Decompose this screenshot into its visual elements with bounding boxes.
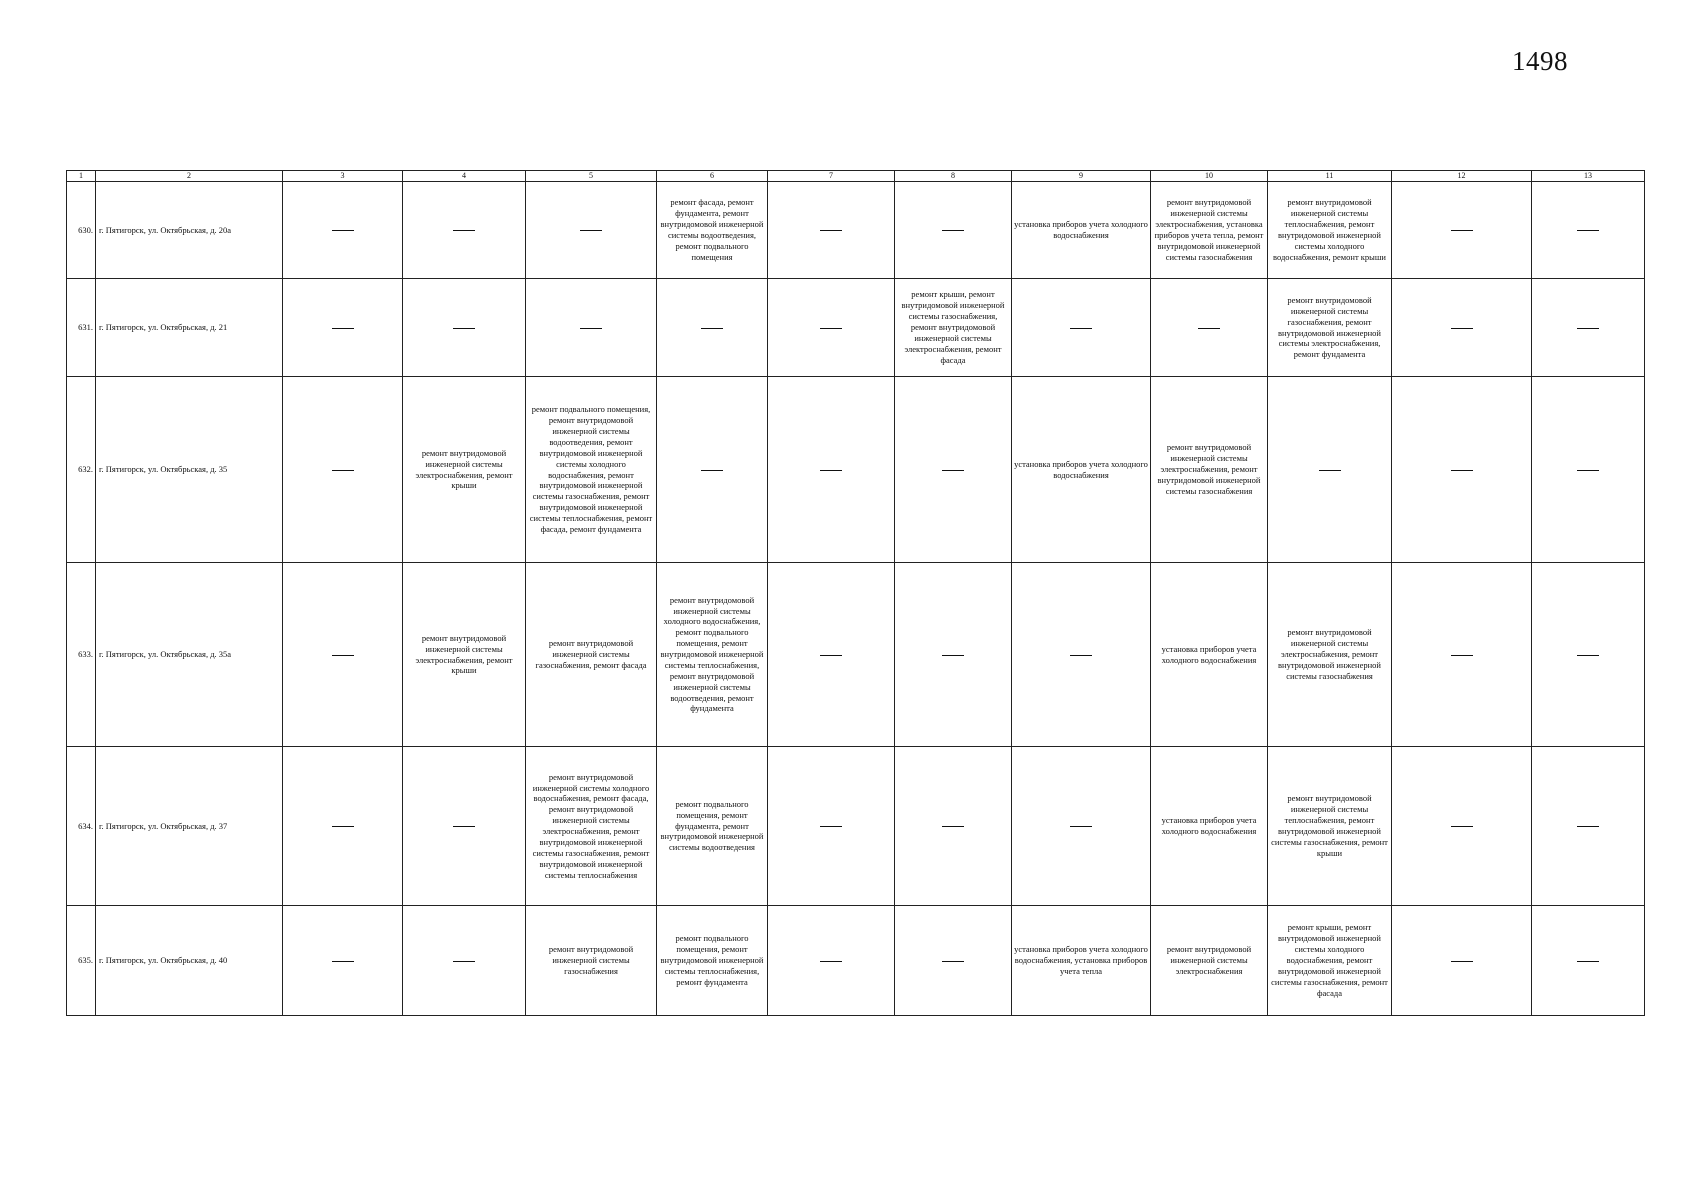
- empty-dash: [820, 961, 842, 962]
- column-header: 11: [1268, 171, 1392, 182]
- empty-dash: [332, 655, 354, 656]
- cell: [403, 182, 526, 279]
- cell: [895, 182, 1012, 279]
- cell: установка приборов учета холодного водоснабжения: [1012, 377, 1151, 563]
- cell: [1392, 182, 1532, 279]
- cell: [283, 747, 403, 906]
- empty-dash: [1451, 826, 1473, 827]
- cell: ремонт крыши, ремонт внутридомовой инженерной системы холодного водоснабжения, ремонт внутридомовой инженерной системы газоснабжения, ремонт фасада: [1268, 906, 1392, 1016]
- cell: ремонт крыши, ремонт внутридомовой инженерной системы газоснабжения, ремонт внутридомовой инженерной системы электроснабжения, ремонт фасада: [895, 279, 1012, 377]
- empty-dash: [332, 961, 354, 962]
- empty-dash: [942, 655, 964, 656]
- cell: ремонт внутридомовой инженерной системы теплоснабжения, ремонт внутридомовой инженерной системы газоснабжения, ремонт крыши: [1268, 747, 1392, 906]
- cell: ремонт внутридомовой инженерной системы газоснабжения: [526, 906, 657, 1016]
- empty-dash: [820, 328, 842, 329]
- cell: установка приборов учета холодного водоснабжения: [1151, 747, 1268, 906]
- page-number: 1498: [1512, 46, 1568, 76]
- cell: [1012, 279, 1151, 377]
- cell: [403, 747, 526, 906]
- column-header: 12: [1392, 171, 1532, 182]
- cell: [403, 906, 526, 1016]
- empty-dash: [453, 961, 475, 962]
- empty-dash: [1198, 328, 1220, 329]
- column-header: 5: [526, 171, 657, 182]
- cell: [1012, 563, 1151, 747]
- column-header: 8: [895, 171, 1012, 182]
- column-header: 7: [768, 171, 895, 182]
- column-header: 13: [1532, 171, 1645, 182]
- column-header: 1: [67, 171, 96, 182]
- cell: [526, 279, 657, 377]
- column-header: 4: [403, 171, 526, 182]
- empty-dash: [453, 826, 475, 827]
- empty-dash: [580, 328, 602, 329]
- empty-dash: [1319, 470, 1341, 471]
- cell: [1532, 747, 1645, 906]
- cell: [768, 747, 895, 906]
- empty-dash: [1070, 328, 1092, 329]
- empty-dash: [820, 230, 842, 231]
- row-number: 635.: [67, 906, 96, 1016]
- cell: [895, 377, 1012, 563]
- empty-dash: [1451, 961, 1473, 962]
- empty-dash: [820, 826, 842, 827]
- cell: [283, 279, 403, 377]
- empty-dash: [332, 826, 354, 827]
- empty-dash: [942, 826, 964, 827]
- address-cell: г. Пятигорск, ул. Октябрьская, д. 40: [96, 906, 283, 1016]
- cell: ремонт подвального помещения, ремонт внутридомовой инженерной системы водоотведения, ремонт внутридомовой инженерной системы холодного водоснабжения, ремонт внутридомовой инженерной системы газоснабжения, ремонт внутридомовой инженерной системы теплоснабжения, ремонт фасада, ремонт фундамента: [526, 377, 657, 563]
- address-cell: г. Пятигорск, ул. Октябрьская, д. 35: [96, 377, 283, 563]
- empty-dash: [1577, 961, 1599, 962]
- repair-schedule-table: [66, 170, 1645, 1016]
- cell: [895, 906, 1012, 1016]
- cell: [1392, 747, 1532, 906]
- empty-dash: [453, 328, 475, 329]
- column-header: 3: [283, 171, 403, 182]
- cell: [895, 563, 1012, 747]
- table-row: [67, 563, 1645, 747]
- column-header: 9: [1012, 171, 1151, 182]
- cell: [403, 279, 526, 377]
- row-number: 631.: [67, 279, 96, 377]
- cell: [1392, 279, 1532, 377]
- cell: ремонт внутридомовой инженерной системы электроснабжения, ремонт внутридомовой инженерной системы газоснабжения: [1151, 377, 1268, 563]
- cell: ремонт фасада, ремонт фундамента, ремонт внутридомовой инженерной системы водоотведения, ремонт подвального помещения: [657, 182, 768, 279]
- empty-dash: [942, 961, 964, 962]
- cell: установка приборов учета холодного водоснабжения: [1151, 563, 1268, 747]
- empty-dash: [453, 230, 475, 231]
- cell: [1532, 563, 1645, 747]
- column-header: 6: [657, 171, 768, 182]
- table-row: [67, 182, 1645, 279]
- row-number: 633.: [67, 563, 96, 747]
- column-number-row: [67, 171, 1645, 182]
- table-row: [67, 906, 1645, 1016]
- cell: [768, 906, 895, 1016]
- column-header: 10: [1151, 171, 1268, 182]
- row-number: 632.: [67, 377, 96, 563]
- cell: [1151, 279, 1268, 377]
- cell: [768, 563, 895, 747]
- empty-dash: [942, 470, 964, 471]
- empty-dash: [820, 655, 842, 656]
- cell: [283, 563, 403, 747]
- empty-dash: [1577, 826, 1599, 827]
- cell: ремонт внутридомовой инженерной системы электроснабжения: [1151, 906, 1268, 1016]
- cell: [768, 182, 895, 279]
- empty-dash: [1070, 826, 1092, 827]
- empty-dash: [1577, 470, 1599, 471]
- address-cell: г. Пятигорск, ул. Октябрьская, д. 35а: [96, 563, 283, 747]
- empty-dash: [1451, 230, 1473, 231]
- table-row: [67, 747, 1645, 906]
- cell: ремонт подвального помещения, ремонт фундамента, ремонт внутридомовой инженерной системы водоотведения: [657, 747, 768, 906]
- cell: [1532, 182, 1645, 279]
- cell: ремонт внутридомовой инженерной системы теплоснабжения, ремонт внутридомовой инженерной системы холодного водоснабжения, ремонт крыши: [1268, 182, 1392, 279]
- cell: [895, 747, 1012, 906]
- empty-dash: [1577, 655, 1599, 656]
- address-cell: г. Пятигорск, ул. Октябрьская, д. 20а: [96, 182, 283, 279]
- cell: ремонт внутридомовой инженерной системы холодного водоснабжения, ремонт подвального помещения, ремонт внутридомовой инженерной системы теплоснабжения, ремонт внутридомовой инженерной системы водоотведения, ремонт фундамента: [657, 563, 768, 747]
- cell: ремонт внутридомовой инженерной системы электроснабжения, ремонт крыши: [403, 377, 526, 563]
- empty-dash: [1577, 328, 1599, 329]
- empty-dash: [701, 328, 723, 329]
- address-cell: г. Пятигорск, ул. Октябрьская, д. 37: [96, 747, 283, 906]
- empty-dash: [332, 470, 354, 471]
- cell: [1532, 279, 1645, 377]
- cell: [1392, 563, 1532, 747]
- address-cell: г. Пятигорск, ул. Октябрьская, д. 21: [96, 279, 283, 377]
- empty-dash: [332, 230, 354, 231]
- cell: [768, 377, 895, 563]
- cell: [1532, 906, 1645, 1016]
- cell: [657, 377, 768, 563]
- table-row: [67, 377, 1645, 563]
- cell: [1012, 747, 1151, 906]
- empty-dash: [1451, 470, 1473, 471]
- cell: ремонт внутридомовой инженерной системы газоснабжения, ремонт внутридомовой инженерной системы электроснабжения, ремонт фундамента: [1268, 279, 1392, 377]
- cell: ремонт внутридомовой инженерной системы электроснабжения, установка приборов учета тепла, ремонт внутридомовой инженерной системы газоснабжения: [1151, 182, 1268, 279]
- cell: [1532, 377, 1645, 563]
- empty-dash: [1577, 230, 1599, 231]
- cell: ремонт подвального помещения, ремонт внутридомовой инженерной системы теплоснабжения, ремонт фундамента: [657, 906, 768, 1016]
- cell: [283, 906, 403, 1016]
- empty-dash: [1451, 328, 1473, 329]
- cell: [283, 377, 403, 563]
- cell: ремонт внутридомовой инженерной системы электроснабжения, ремонт крыши: [403, 563, 526, 747]
- empty-dash: [820, 470, 842, 471]
- cell: установка приборов учета холодного водоснабжения, установка приборов учета тепла: [1012, 906, 1151, 1016]
- empty-dash: [332, 328, 354, 329]
- empty-dash: [1451, 655, 1473, 656]
- cell: [1392, 377, 1532, 563]
- empty-dash: [1070, 655, 1092, 656]
- cell: [1268, 377, 1392, 563]
- cell: ремонт внутридомовой инженерной системы газоснабжения, ремонт фасада: [526, 563, 657, 747]
- empty-dash: [580, 230, 602, 231]
- table-row: [67, 279, 1645, 377]
- empty-dash: [701, 470, 723, 471]
- cell: [283, 182, 403, 279]
- row-number: 634.: [67, 747, 96, 906]
- column-header: 2: [96, 171, 283, 182]
- cell: [768, 279, 895, 377]
- cell: [526, 182, 657, 279]
- cell: ремонт внутридомовой инженерной системы электроснабжения, ремонт внутридомовой инженерной системы газоснабжения: [1268, 563, 1392, 747]
- row-number: 630.: [67, 182, 96, 279]
- cell: [657, 279, 768, 377]
- cell: [1392, 906, 1532, 1016]
- cell: установка приборов учета холодного водоснабжения: [1012, 182, 1151, 279]
- empty-dash: [942, 230, 964, 231]
- cell: ремонт внутридомовой инженерной системы холодного водоснабжения, ремонт фасада, ремонт внутридомовой инженерной системы электроснабжения, ремонт внутридомовой инженерной системы газоснабжения, ремонт внутридомовой инженерной системы теплоснабжения: [526, 747, 657, 906]
